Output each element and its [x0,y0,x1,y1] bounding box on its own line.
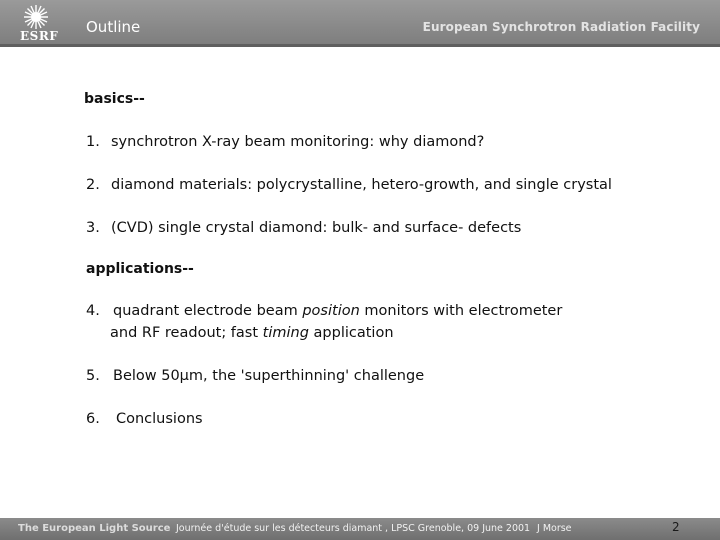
list-item-5 [86,368,425,384]
list-item-3 [86,220,522,236]
item-number: 4. [86,303,100,319]
basics-heading: basics-- [84,91,145,107]
footer-author: J Morse [537,523,572,534]
list-item-6 [86,411,203,427]
page-number: 2 [672,520,680,534]
item-text: diamond materials: polycrystalline, hetero-growth, and single crystal [111,177,612,193]
item-emphasis: timing [262,325,309,341]
item-text: Below 50μm, the 'superthinning' challenge [113,368,425,384]
item-number: 6. [86,411,100,427]
list-item-4 [86,303,563,319]
slide-title: Outline [86,18,141,36]
item-text: (CVD) single crystal diamond: bulk- and surface- defects [111,220,522,236]
list-item-1 [86,134,485,150]
item-text [113,303,562,319]
item-emphasis: position [302,303,360,319]
footer-event: Journée d'étude sur les détecteurs diamant , LPSC Grenoble, 09 June 2001 [176,523,531,534]
facility-name: European Synchrotron Radiation Facility [422,20,700,34]
item-text: Conclusions [116,411,203,427]
applications-heading: applications-- [86,261,194,277]
item-number: 5. [86,368,100,384]
item-text-part: quadrant electrode beam [113,303,303,319]
item-number: 2. [86,177,100,193]
item-text: synchrotron X-ray beam monitoring: why diamond? [111,134,485,150]
item-text-part: application [308,325,394,341]
list-item-2 [86,177,612,193]
item-number: 3. [86,220,100,236]
item-text-part: and RF readout; fast [110,325,263,341]
item-number: 1. [86,134,100,150]
footer-tagline: The European Light Source [18,523,171,534]
list-item-4-continuation [110,325,394,341]
slide-footer [0,518,720,540]
item-text-part: monitors with electrometer [359,303,563,319]
logo-text: ESRF [20,29,59,43]
